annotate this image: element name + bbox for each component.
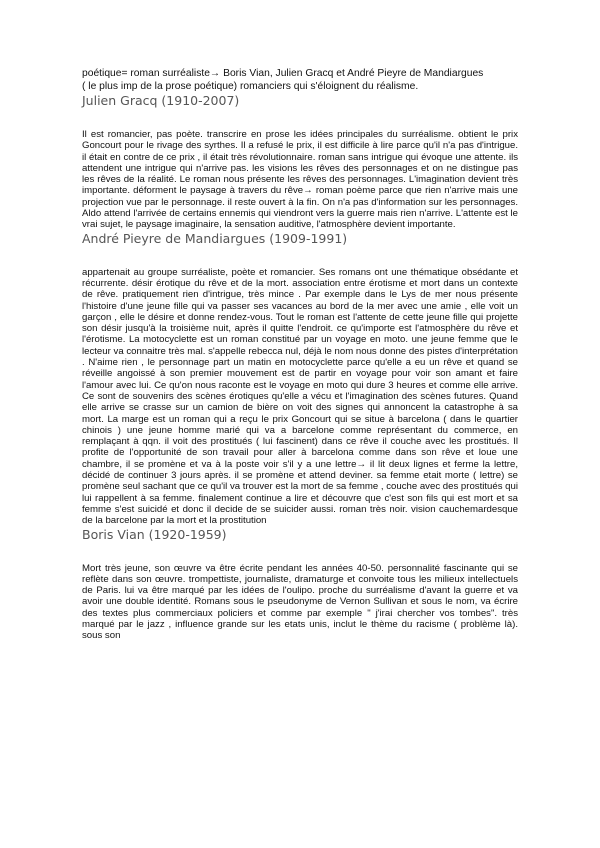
section-title-vian: Boris Vian (1920-1959) [82,526,227,542]
section-text-gracq: Il est romancier, pas poète. transcrire en prose les idées principales du surréalisme. obtient le prix Goncourt pour le rivage des syrthes. Il a refusé le prix, il est difficile à lire parce qu'il n'a pas d'intrigue. il était en contre de ce prix , il était très révolutionnaire. roman sans intrigue qui évoque une attente. ils attendent une intrigue qui n'arrive pas. les visions les rêves des personnages et on ne distingue pas les rêves de la réalité. Le roman nous présente les rêves des personnages. L'imagination devient très importante. déforment le paysage à travers du rêve→ roman poème parce que rien n'arrive mais une projection vue par le personnage. il reste ouvert à la fin. On n'a pas d'information sur les personnages. Aldo attend l'arrivée de certains ennemis qui viendront vers la guerre mais rien n'arrive. L'attente est le vrai sujet, le paysage imaginaire, la sensation auditive, l'atmosphère devient importante. [82,129,518,231]
spacer [82,247,518,267]
section-title-gracq: Julien Gracq (1910-2007) [82,93,240,108]
intro-line-2: ( le plus imp de la prose poétique) romanciers qui s'éloignent du réalisme. [82,80,419,92]
section-text-mandiargues: appartenait au groupe surréaliste, poète et romancier. Ses romans ont une thématique obsédante et récurrente. désir érotique du rêve et de la mort. association entre érotisme et mort dans un contexte de rêve. pratiquement rien d'intrigue, très mince . Par exemple dans le Lys de mer nous présente l'histoire d'une jeune fille qui va passer ses vacances au bord de la mer avec une amie , elle voit un garçon , elle le désire et donne rendez-vous. Tout le roman est l'attente de cette jeune fille qui projette son désir jusqu'à la troisième nuit, après il quitte l'endroit. ce qu'importe est l'atmosphère du rêve et l'érotisme. La motocyclette est un roman constitué par un voyage en moto. une jeune femme que le lecteur va connaitre très mal. s'appelle rebecca nul, déjà le nom nous donne des pistes d'interprétation . N'aime rien , le personnage part un matin en motocyclette parce qu'elle a eu un rêve et quand se réveille angoissé à son premier mouvement est de partir en voyage pour voir son amant et faire l'amour avec lui. Ce qu'on nous raconte est le voyage en moto qui dure 3 heures et comme elle arrive. Ce sont de souvenirs des scènes érotiques qu'elle a vécu et l'imagination des scènes futures. Quand elle arrive se crasse sur un camion de bière on voit des signes qui annoncent la catastrophe à sa mort. La marge est un roman qui a reçu le prix Goncourt qui se situe à barcelona ( dans le quartier chinois ) une jeune homme marié qui va a barcelone comme représentant du commerce, en remplaçant à qqn. il voit des prostitués ( lui fascinent) dans ce rêve il couche avec les prostitués. Il profite de l'opportunité de son travail pour aller à barcelona comme dans son rêve et loue une chambre, il se promène et va à la poste voir s'il y a une lettre→ il lit deux lignes et ferme la lettre, décidé de continuer 3 jours après. il se promène et attend deviner. sa femme etait morte ( lettre) se promène seul sachant que ce qu'il va trouver est la mort de sa femme , couche avec des prostitués qui lui rappellent à sa femme. finalement continue a lire et découvre que c'est son fils qui est mort et sa femme s'est suicidé et donc il decide de se suicider aussi. roman très noir. vision cauchemardesque de la barcelone par la mort et la prostitution [82,266,518,527]
section-title-mandiargues: André Pieyre de Mandiargues (1909-1991) [82,230,348,246]
document-page [82,68,518,642]
spacer [82,109,518,129]
spacer [82,543,518,563]
intro-line-1: poétique= roman surréaliste→ Boris Vian, Julien Gracq et André Pieyre de Mandiargues [82,68,484,79]
section-text-vian: Mort très jeune, son œuvre va être écrite pendant les années 40-50. personnalité fascinante qui se reflète dans son œuvre. trompettiste, journaliste, dramaturge et convoite tous les milieux intellectuels de Paris. lui va être marqué par les idées de l'oulipo. proche du surréalisme d'avant la guerre et va avoir une double identité. Romans sous le pseudonyme de Vernon Sullivan et sous le nom, va écrire des textes plus commerciaux policiers et comme par exemple " j'irai chercher vos tombes". très marqué par le jazz , influence grande sur les etats unis, inclut le thème du racisme ( problème là). sous son [82,562,518,642]
